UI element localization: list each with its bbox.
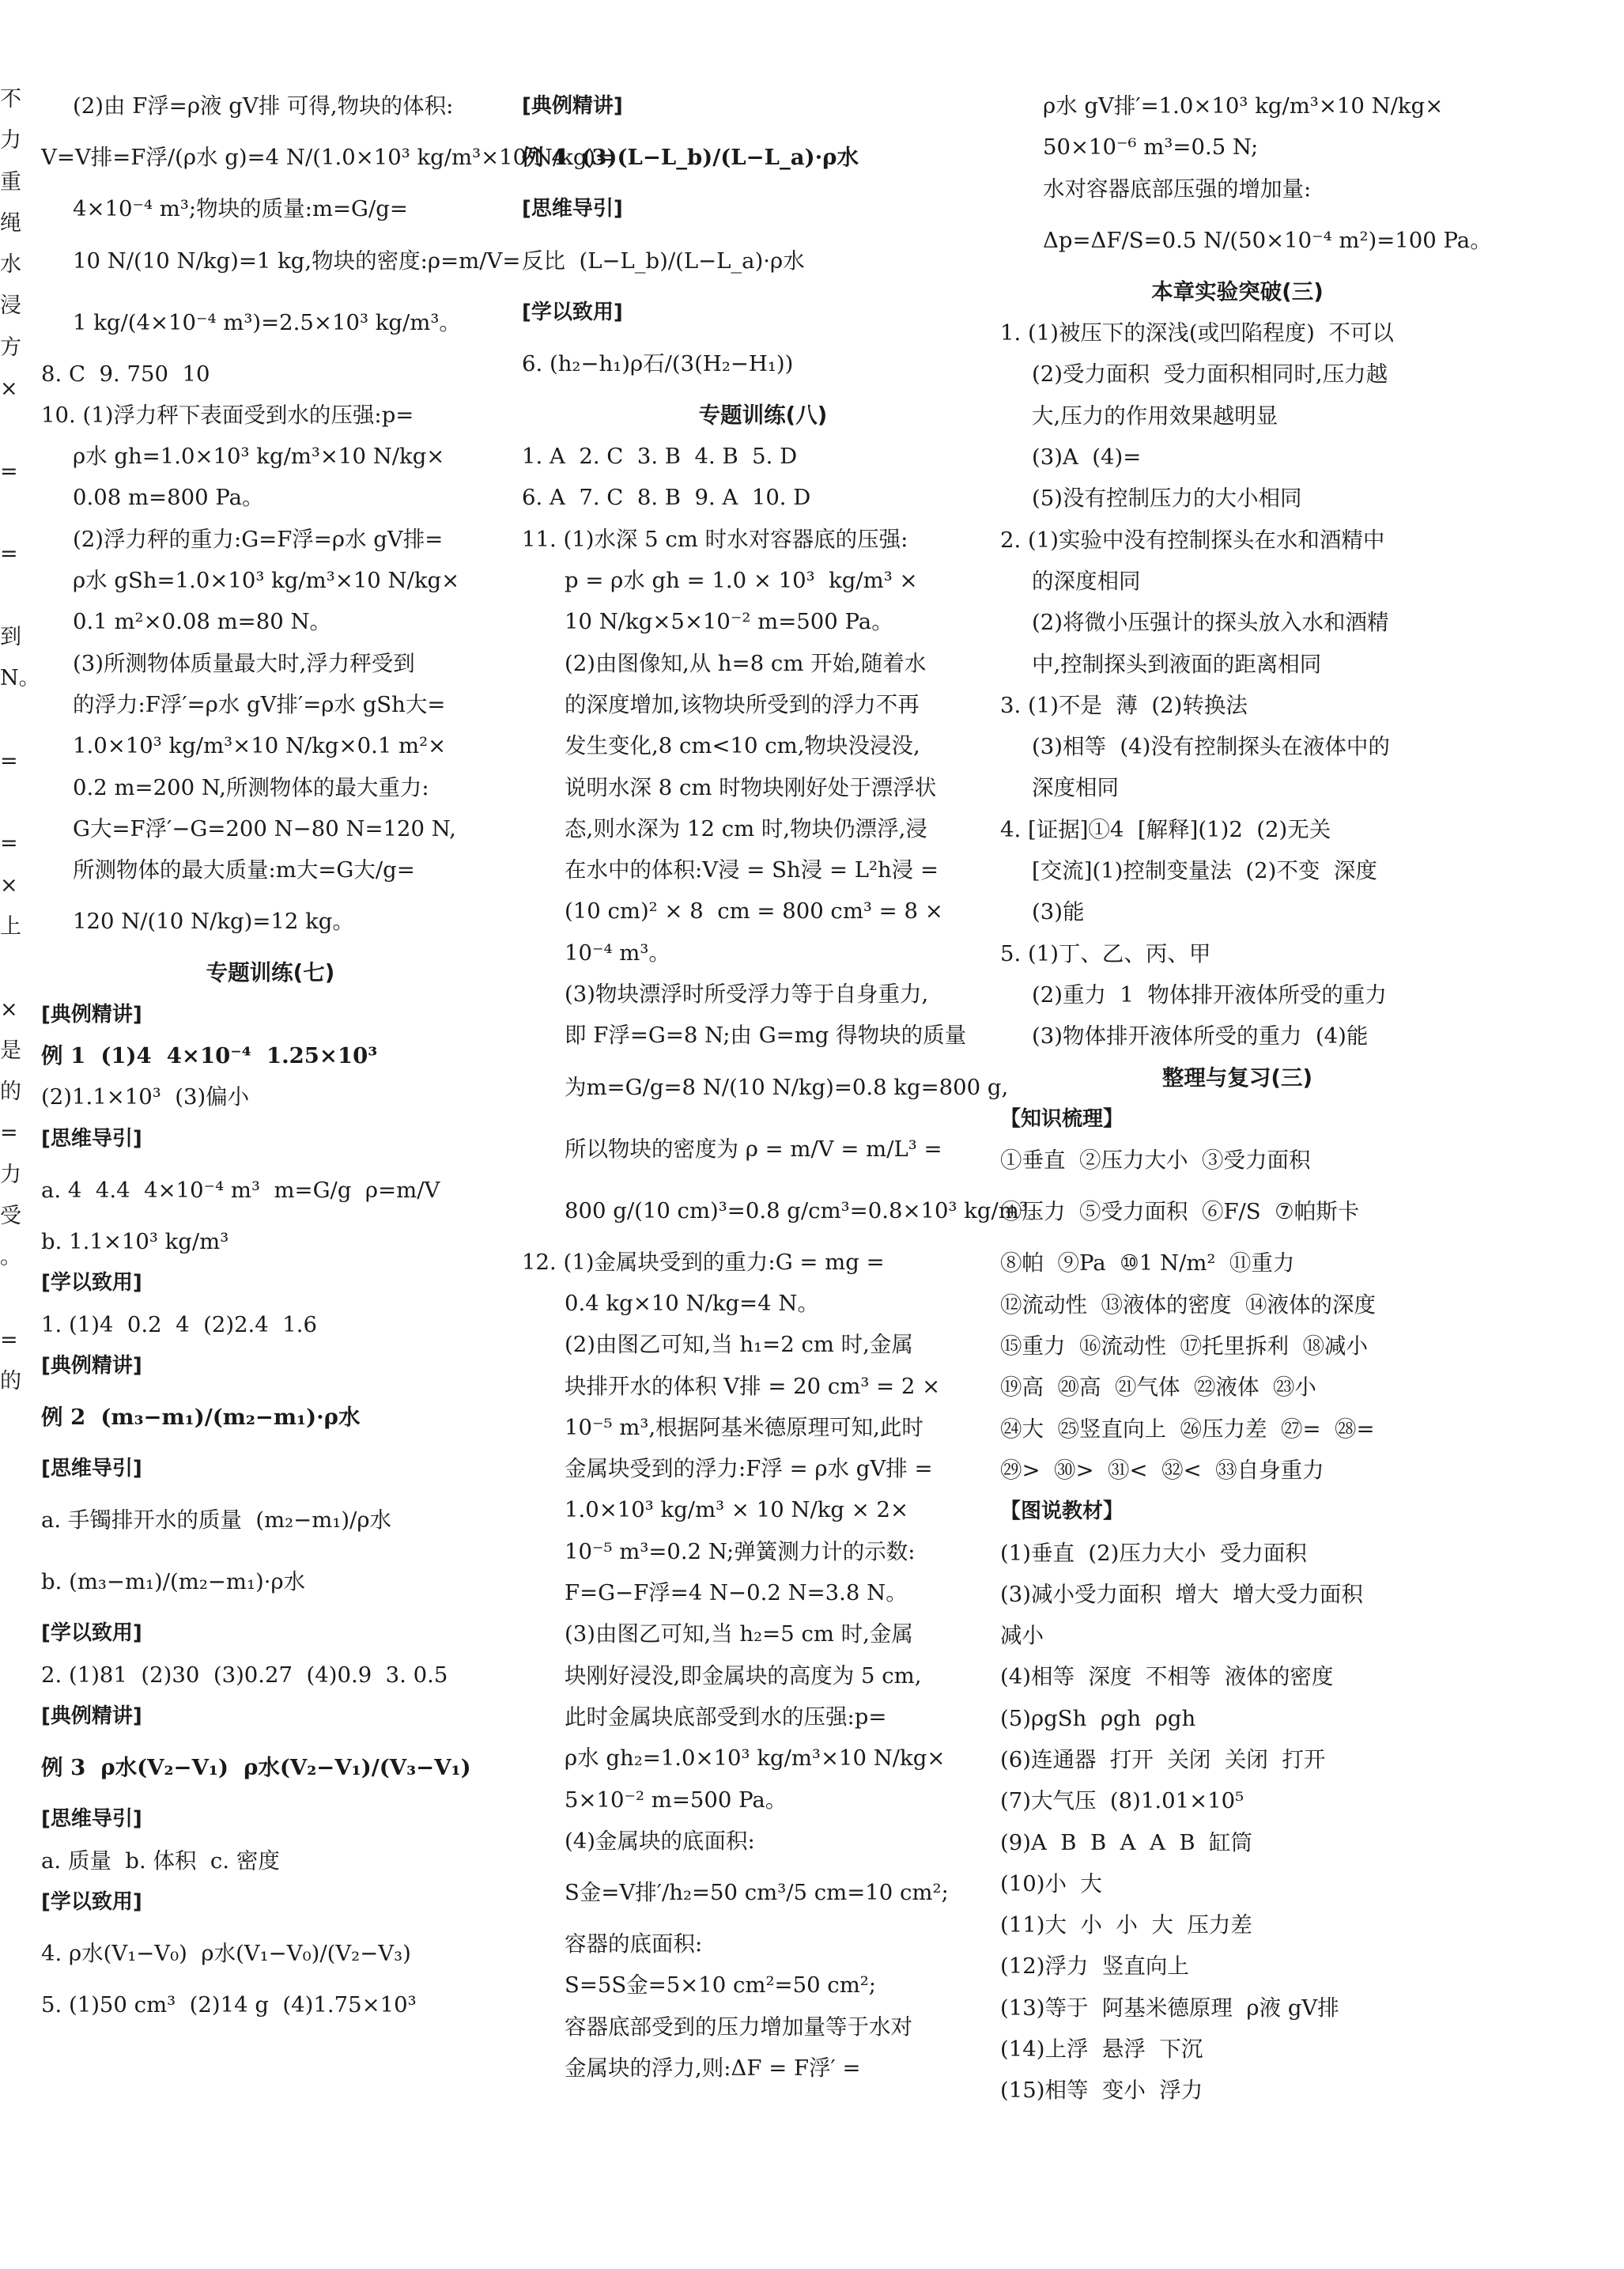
margin-fragment: = [0, 1327, 18, 1352]
margin-fragment: × [0, 996, 18, 1022]
answer-line: (11)大 小 小 大 压力差 [1000, 1912, 1252, 1938]
answer-line: (4)相等 深度 不相等 液体的密度 [1000, 1664, 1334, 1690]
margin-fragment [0, 947, 22, 989]
answer-line: 2. (1)实验中没有控制探头在水和酒精中 [1000, 527, 1385, 553]
answer-line: 块刚好浸没,即金属块的高度为 5 cm, [565, 1662, 922, 1689]
margin-fragment: 上 [0, 913, 21, 939]
answer-line: 10⁻⁵ m³=0.2 N;弹簧测力计的示数: [565, 1538, 916, 1564]
answer-line: (10 cm)² × 8 cm = 800 cm³ = 8 × [565, 898, 943, 925]
answer-line: (13)等于 阿基米德原理 ρ液 gV排 [1000, 1995, 1339, 2021]
answer-line: 4×10⁻⁴ m³;物块的质量:m=G/g= [73, 196, 408, 222]
margin-fragment: 力 [0, 1162, 21, 1187]
answer-line: (3)所测物体质量最大时,浮力秤受到 [73, 650, 415, 676]
answer-line: 例 3 ρ水(V₂−V₁) ρ水(V₂−V₁)/(V₃−V₁) [41, 1755, 471, 1781]
answer-line: 5. (1)丁、乙、丙、甲 [1000, 940, 1211, 966]
margin-fragment: 水 [0, 252, 21, 278]
answer-line: 800 g/(10 cm)³=0.8 g/cm³=0.8×10³ kg/m³。 [565, 1197, 1050, 1223]
answer-line: 为m=G/g=8 N/(10 N/kg)=0.8 kg=800 g, [565, 1074, 1009, 1100]
answer-line: 0.08 m=800 Pa。 [73, 485, 264, 511]
margin-fragment: 的 [0, 1080, 21, 1105]
answer-line: (2)浮力秤的重力:G=F浮=ρ水 gV排= [73, 526, 444, 552]
subsection-label: [学以致用] [41, 1271, 142, 1295]
subsection-label: [思维导引] [41, 1457, 142, 1481]
answer-line: ⑮重力 ⑯流动性 ⑰托里拆利 ⑱减小 [1000, 1333, 1368, 1360]
subsection-label: 【知识梳理】 [1000, 1106, 1124, 1131]
answer-line: 4. ρ水(V₁−V₀) ρ水(V₁−V₀)/(V₂−V₃) [41, 1941, 411, 1967]
answer-line: (3)物体排开液体所受的重力 (4)能 [1032, 1023, 1369, 1049]
answer-line: [交流](1)控制变量法 (2)不变 深度 [1032, 858, 1377, 884]
answer-line: a. 质量 b. 体积 c. 密度 [41, 1847, 280, 1874]
answer-line: (2)重力 1 物体排开液体所受的重力 [1032, 981, 1387, 1008]
margin-fragment: 浸 [0, 293, 21, 319]
answer-line: (4)金属块的底面积: [565, 1828, 755, 1854]
margin-fragment [0, 1279, 22, 1320]
margin-fragment: 力 [0, 128, 21, 153]
subsection-label: [学以致用] [41, 1889, 142, 1914]
answer-line: (7)大气压 (8)1.01×10⁵ [1000, 1788, 1244, 1814]
margin-fragment: × [0, 872, 18, 898]
answer-line: S=5S金=5×10 cm²=50 cm²; [565, 1972, 877, 1999]
answer-line: 6. A 7. C 8. B 9. A 10. D [522, 485, 811, 511]
answer-line: 的深度增加,该物块所受到的浮力不再 [565, 691, 920, 717]
answer-line: ㉙> ㉚> ㉛< ㉜< ㉝自身重力 [1000, 1457, 1324, 1483]
answer-line: 50×10⁻⁶ m³=0.5 N; [1043, 134, 1259, 161]
margin-fragment: = [0, 459, 18, 484]
answer-line: (10)小 大 [1000, 1870, 1102, 1897]
answer-line: 此时金属块底部受到水的压强:p= [565, 1704, 887, 1730]
answer-line: Δp=ΔF/S=0.5 N/(50×10⁻⁴ m²)=100 Pa。 [1043, 227, 1492, 253]
subsection-label: [学以致用] [41, 1621, 142, 1646]
answer-line: ①垂直 ②压力大小 ③受力面积 [1000, 1148, 1311, 1174]
answer-line: (2)受力面积 受力面积相同时,压力越 [1032, 361, 1388, 388]
answer-line: 深度相同 [1032, 775, 1119, 801]
answer-line: S金=V排′/h₂=50 cm³/5 cm=10 cm²; [565, 1880, 949, 1906]
margin-fragment [0, 699, 22, 740]
answer-line: (3)能 [1032, 899, 1085, 925]
subsection-label: [思维导引] [41, 1126, 142, 1151]
answer-line: (3)物块漂浮时所受浮力等于自身重力, [565, 981, 929, 1008]
answer-line: 1. (1)4 0.2 4 (2)2.4 1.6 [41, 1311, 318, 1337]
answer-line: p = ρ水 gh = 1.0 × 10³ kg/m³ × [565, 568, 918, 594]
answer-line: (2)将微小压强计的探头放入水和酒精 [1032, 610, 1389, 636]
answer-line: 所以物块的密度为 ρ = m/V = m/L³ = [565, 1136, 942, 1162]
answer-line: 所测物体的最大质量:m大=G大/g= [73, 857, 415, 883]
answer-line: (3)由图乙可知,当 h₂=5 cm 时,金属 [565, 1621, 913, 1647]
margin-fragment: 不 [0, 87, 21, 112]
left-margin-strip [0, 79, 40, 1403]
subsection-label: [典例精讲] [522, 94, 623, 118]
answer-line: 8. C 9. 750 10 [41, 361, 210, 387]
answer-line: 中,控制探头到液面的距离相同 [1032, 651, 1322, 677]
answer-line: 即 F浮=G=8 N;由 G=mg 得物块的质量 [565, 1023, 967, 1049]
margin-fragment [0, 493, 22, 534]
subsection-label: [思维导引] [41, 1807, 142, 1832]
answer-line: 说明水深 8 cm 时物块刚好处于漂浮状 [565, 774, 937, 800]
section-heading: 整理与复习(三) [1161, 1065, 1313, 1091]
answer-line: F=G−F浮=4 N−0.2 N=3.8 N。 [565, 1580, 908, 1606]
margin-fragment: 是 [0, 1038, 21, 1063]
answer-line: 水对容器底部压强的增加量: [1043, 176, 1312, 202]
margin-fragment: 方 [0, 335, 21, 360]
answer-line: 1. (1)被压下的深浅(或凹陷程度) 不可以 [1000, 320, 1394, 346]
answer-line: 120 N/(10 N/kg)=12 kg。 [73, 909, 354, 935]
answer-column-1 [41, 85, 614, 2026]
margin-fragment: = [0, 542, 18, 567]
answer-line: 例 2 (m₃−m₁)/(m₂−m₁)·ρ水 [41, 1405, 361, 1431]
answer-line: 0.1 m²×0.08 m=80 N。 [73, 609, 332, 635]
answer-line: 2. (1)81 (2)30 (3)0.27 (4)0.9 3. 0.5 [41, 1662, 448, 1688]
answer-line: (5)没有控制压力的大小相同 [1032, 486, 1302, 512]
answer-line: 3. (1)不是 薄 (2)转换法 [1000, 692, 1248, 718]
answer-line: (2)由图像知,从 h=8 cm 开始,随着水 [565, 650, 927, 676]
answer-line: 0.2 m=200 N,所测物体的最大重力: [73, 774, 429, 800]
margin-fragment [0, 782, 22, 823]
answer-line: 反比 (L−L_b)/(L−L_a)·ρ水 [522, 248, 805, 274]
margin-fragment: × [0, 376, 18, 402]
margin-fragment: = [0, 748, 18, 773]
margin-fragment: 到 [0, 624, 21, 649]
section-heading: 专题训练(七) [206, 960, 335, 986]
answer-line: 5×10⁻² m=500 Pa。 [565, 1787, 787, 1813]
answer-line: (5)ρgSh ρgh ρgh [1000, 1705, 1196, 1731]
answer-line: (6)连通器 打开 关闭 关闭 打开 [1000, 1746, 1326, 1772]
section-heading: 专题训练(八) [698, 402, 828, 428]
answer-line: 10⁻⁴ m³。 [565, 940, 670, 966]
answer-line: 1. A 2. C 3. B 4. B 5. D [522, 444, 798, 470]
answer-line: 1 kg/(4×10⁻⁴ m³)=2.5×10³ kg/m³。 [73, 309, 461, 335]
answer-line: 块排开水的体积 V排 = 20 cm³ = 2 × [565, 1373, 941, 1399]
margin-fragment [0, 410, 22, 451]
answer-line: 态,则水深为 12 cm 时,物块仍漂浮,浸 [565, 815, 927, 841]
section-heading: 本章实验突破(三) [1151, 278, 1324, 304]
answer-line: 1.0×10³ kg/m³×10 N/kg×0.1 m²× [73, 733, 447, 759]
answer-line: 的深度相同 [1032, 568, 1141, 594]
answer-line: 10 N/(10 N/kg)=1 kg,物块的密度:ρ=m/V= [73, 248, 521, 274]
subsection-label: 【图说教材】 [1000, 1499, 1124, 1524]
answer-line: 大,压力的作用效果越明显 [1032, 403, 1278, 429]
answer-line: 发生变化,8 cm<10 cm,物块没浸没, [565, 733, 920, 759]
subsection-label: [思维导引] [522, 197, 623, 221]
answer-line: 4. [证据]①4 [解释](1)2 (2)无关 [1000, 816, 1331, 842]
margin-fragment: = [0, 831, 18, 857]
subsection-label: [学以致用] [522, 300, 623, 324]
answer-line: (14)上浮 悬浮 下沉 [1000, 2036, 1203, 2063]
answer-line: (3)A (4)= [1032, 444, 1142, 471]
answer-line: V=V排=F浮/(ρ水 g)=4 N/(1.0×10³ kg/m³×10 N/kg)= [41, 145, 614, 171]
answer-line: 的浮力:F浮′=ρ水 gV排′=ρ水 gSh大= [73, 691, 446, 717]
margin-fragment: 。 [0, 1245, 21, 1270]
answer-line: 在水中的体积:V浸 = Sh浸 = L²h浸 = [565, 857, 939, 883]
answer-line: 金属块受到的浮力:F浮 = ρ水 gV排 = [565, 1456, 933, 1482]
answer-line: 0.4 kg×10 N/kg=4 N。 [565, 1290, 819, 1316]
answer-line: ρ水 gh₂=1.0×10³ kg/m³×10 N/kg× [565, 1745, 946, 1772]
answer-line: 10⁻⁵ m³,根据阿基米德原理可知,此时 [565, 1414, 923, 1440]
answer-line: 6. (h₂−h₁)ρ石/(3(H₂−H₁)) [522, 350, 794, 376]
answer-line: 5. (1)50 cm³ (2)14 g (4)1.75×10³ [41, 1992, 417, 2018]
answer-line: (9)A B B A A B 缸筒 [1000, 1829, 1253, 1855]
answer-line: 10. (1)浮力秤下表面受到水的压强:p= [41, 402, 414, 428]
answer-line: ρ水 gSh=1.0×10³ kg/m³×10 N/kg× [73, 568, 460, 594]
answer-line: G大=F浮′−G=200 N−80 N=120 N, [73, 815, 456, 841]
answer-line: 1.0×10³ kg/m³ × 10 N/kg × 2× [565, 1497, 909, 1523]
answer-line: (2)由图乙可知,当 h₁=2 cm 时,金属 [565, 1332, 913, 1358]
answer-column-3 [1000, 85, 1492, 2112]
answer-line: a. 4 4.4 4×10⁻⁴ m³ m=G/g ρ=m/V [41, 1177, 440, 1203]
answer-line: 例 1 (1)4 4×10⁻⁴ 1.25×10³ [41, 1043, 378, 1069]
answer-line: ρ水 gV排′=1.0×10³ kg/m³×10 N/kg× [1043, 93, 1444, 119]
answer-line: ④压力 ⑤受力面积 ⑥F/S ⑦帕斯卡 [1000, 1199, 1360, 1225]
answer-line: (1)垂直 (2)压力大小 受力面积 [1000, 1540, 1307, 1566]
answer-line: 金属块的浮力,则:ΔF = F浮′ = [565, 2055, 861, 2081]
subsection-label: [典例精讲] [41, 1704, 142, 1729]
subsection-label: [典例精讲] [41, 1353, 142, 1378]
margin-fragment: 重 [0, 169, 21, 195]
answer-line: (3)减小受力面积 增大 增大受力面积 [1000, 1581, 1363, 1607]
margin-fragment: N。 [0, 666, 40, 691]
answer-line: ⑲高 ⑳高 ㉑气体 ㉒液体 ㉓小 [1000, 1375, 1316, 1401]
answer-line: 容器的底面积: [565, 1931, 703, 1957]
answer-line: 10 N/kg×5×10⁻² m=500 Pa。 [565, 609, 893, 635]
answer-line: 例 4 (3)(L−L_b)/(L−L_a)·ρ水 [522, 145, 859, 171]
answer-line: ㉔大 ㉕竖直向上 ㉖压力差 ㉗= ㉘= [1000, 1416, 1375, 1442]
answer-line: 11. (1)水深 5 cm 时水对容器底的压强: [522, 526, 908, 552]
answer-line: (2)1.1×10³ (3)偏小 [41, 1084, 250, 1110]
answer-line: ρ水 gh=1.0×10³ kg/m³×10 N/kg× [73, 444, 445, 470]
answer-line: 12. (1)金属块受到的重力:G = mg = [522, 1249, 885, 1275]
margin-fragment [0, 576, 22, 617]
answer-line: (15)相等 变小 浮力 [1000, 2078, 1203, 2104]
subsection-label: [典例精讲] [41, 1002, 142, 1027]
answer-line: (2)由 F浮=ρ液 gV排 可得,物块的体积: [73, 93, 454, 119]
answer-line: 容器底部受到的压力增加量等于水对 [565, 2014, 912, 2040]
answer-line: b. (m₃−m₁)/(m₂−m₁)·ρ水 [41, 1569, 306, 1595]
margin-fragment: = [0, 1121, 18, 1146]
answer-line: b. 1.1×10³ kg/m³ [41, 1228, 229, 1254]
answer-line: a. 手镯排开水的质量 (m₂−m₁)/ρ水 [41, 1507, 391, 1533]
margin-fragment: 绳 [0, 210, 21, 236]
answer-line: (3)相等 (4)没有控制探头在液体中的 [1032, 734, 1390, 760]
answer-line: 减小 [1000, 1623, 1044, 1649]
answer-line: ⑫流动性 ⑬液体的密度 ⑭液体的深度 [1000, 1291, 1376, 1318]
answer-line: (12)浮力 竖直向上 [1000, 1953, 1189, 1980]
answer-line: ⑧帕 ⑨Pa ⑩1 N/m² ⑪重力 [1000, 1250, 1295, 1276]
margin-fragment: 受 [0, 1204, 21, 1229]
margin-fragment: 的 [0, 1369, 21, 1394]
